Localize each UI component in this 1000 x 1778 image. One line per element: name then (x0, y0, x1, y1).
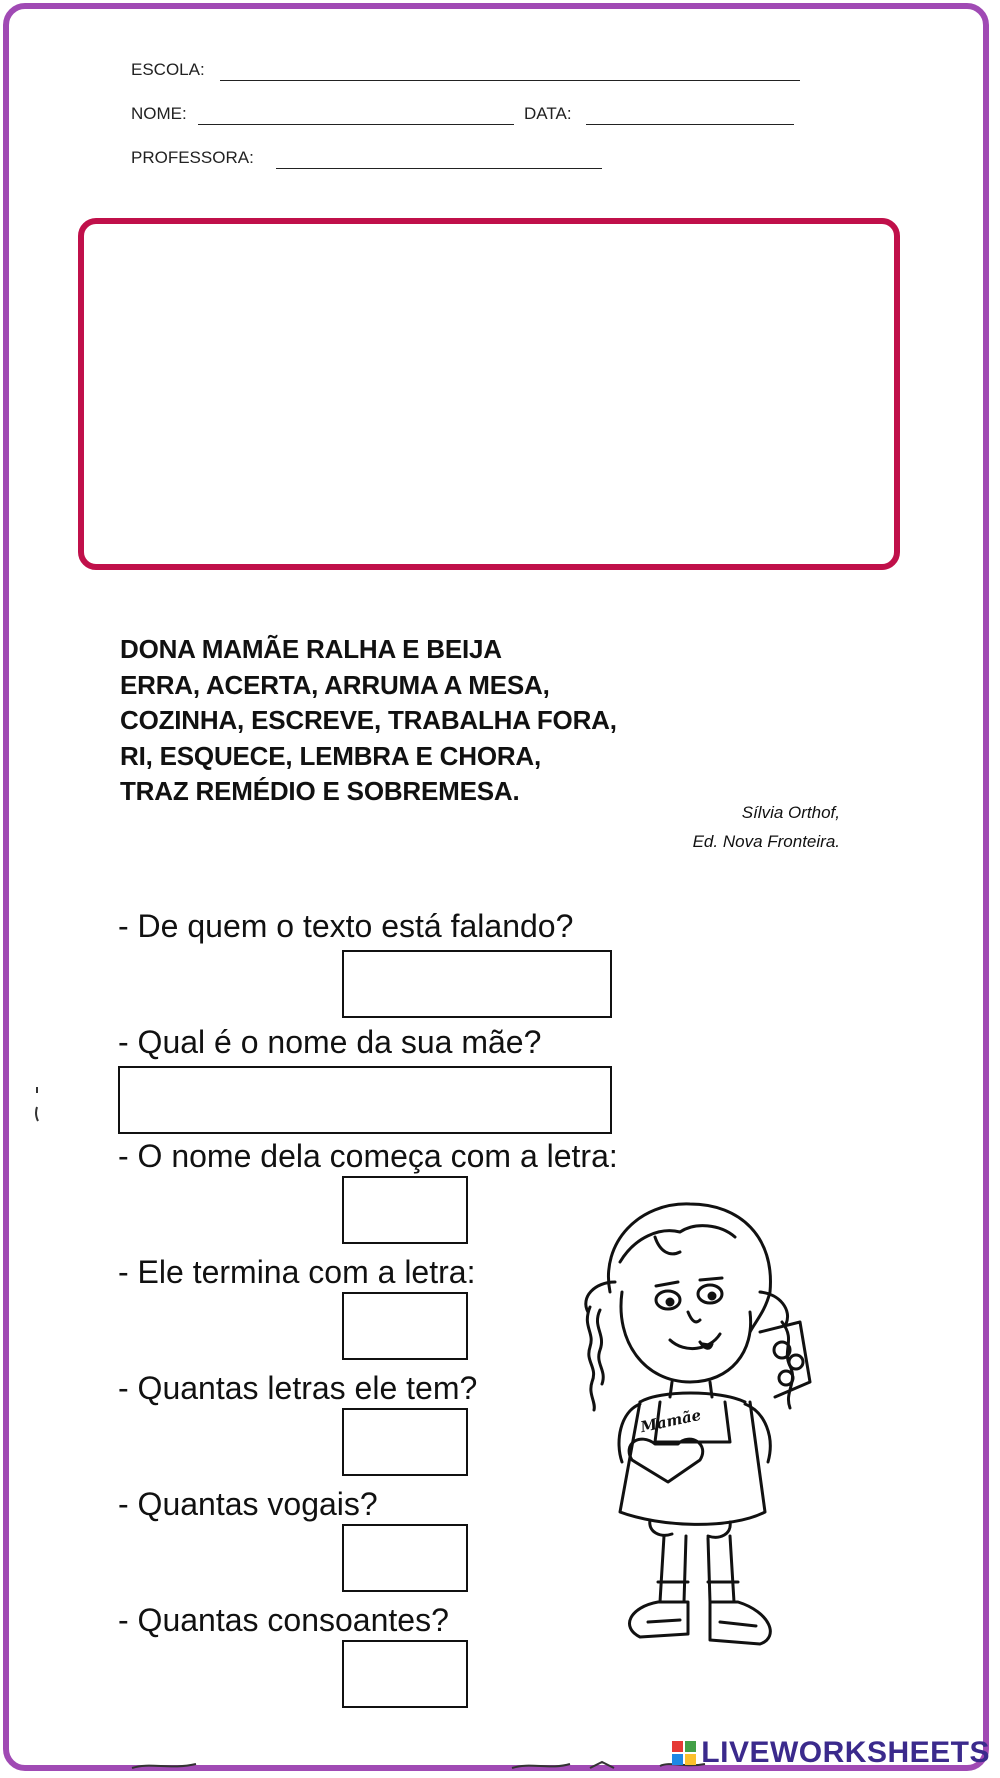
apron-text: Mamãe (638, 1405, 703, 1437)
question-1: - De quem o texto está falando? (118, 908, 574, 944)
poem-line: RI, ESQUECE, LEMBRA E CHORA, (120, 740, 542, 771)
poem-author: Sílvia Orthof, (741, 803, 840, 822)
poem (120, 632, 617, 810)
brand-text: LIVEWORKSHEETS (701, 1736, 990, 1769)
question-2: - Qual é o nome da sua mãe? (118, 1024, 542, 1060)
bottom-scribble (130, 1760, 200, 1772)
poem-line: DONA MAMÃE RALHA E BEIJA (120, 634, 502, 664)
question-4: - Ele termina com a letra: (118, 1254, 476, 1290)
nome-label: NOME: (131, 104, 187, 123)
answer-box-3[interactable] (342, 1176, 468, 1244)
question-5: - Quantas letras ele tem? (118, 1370, 478, 1406)
data-field[interactable] (586, 124, 794, 125)
poem-line: TRAZ REMÉDIO E SOBREMESA. (120, 776, 520, 806)
margin-mark (34, 1085, 42, 1125)
liveworksheets-logo-icon (671, 1740, 697, 1766)
professora-label: PROFESSORA: (131, 148, 254, 167)
answer-box-5[interactable] (342, 1408, 468, 1476)
professora-field[interactable] (276, 168, 602, 169)
drawing-area[interactable] (78, 218, 900, 570)
answer-box-1[interactable] (342, 950, 612, 1018)
data-label: DATA: (524, 104, 572, 123)
question-6: - Quantas vogais? (118, 1486, 378, 1522)
poem-line: ERRA, ACERTA, ARRUMA A MESA, (120, 669, 550, 700)
answer-box-6[interactable] (342, 1524, 468, 1592)
question-3: - O nome dela começa com a letra: (118, 1138, 618, 1174)
question-7: - Quantas consoantes? (118, 1602, 449, 1638)
poem-line: COZINHA, ESCREVE, TRABALHA FORA, (120, 705, 617, 735)
liveworksheets-brand (671, 1736, 990, 1770)
answer-box-2[interactable] (118, 1066, 612, 1134)
nome-field[interactable] (198, 124, 514, 125)
poem-publisher: Ed. Nova Fronteira. (692, 832, 840, 851)
answer-box-4[interactable] (342, 1292, 468, 1360)
escola-label: ESCOLA: (131, 60, 205, 79)
escola-field[interactable] (220, 80, 800, 81)
answer-box-7[interactable] (342, 1640, 468, 1708)
